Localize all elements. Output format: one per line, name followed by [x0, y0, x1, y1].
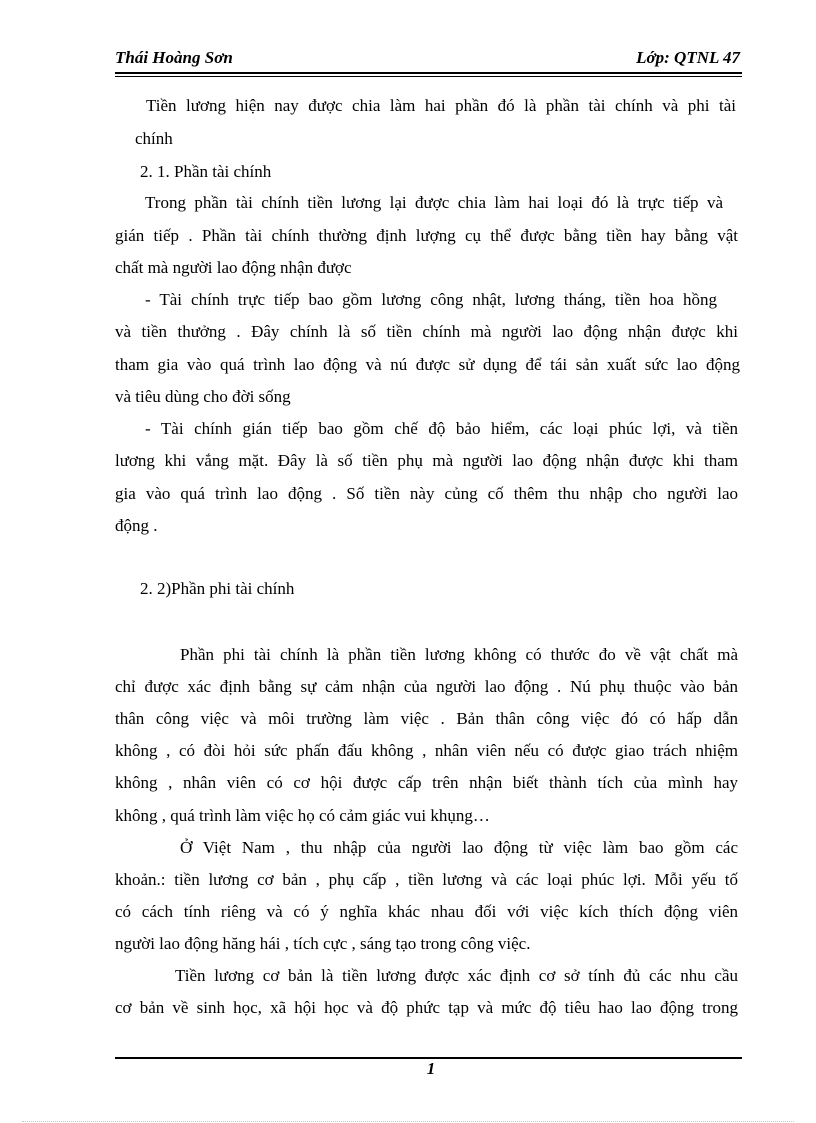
- body-line: không , có đòi hỏi sức phấn đấu không , nhân viên nếu có được giao trách nhiệm: [115, 741, 738, 760]
- body-line: chất mà người lao động nhận được: [115, 258, 352, 277]
- body-line: động .: [115, 516, 158, 535]
- body-line: Phần phi tài chính là phần tiền lương không có thước đo về vật chất mà: [180, 645, 738, 664]
- header-class-label: Lớp: QTNL 47: [636, 48, 740, 67]
- body-line: khoản.: tiền lương cơ bản , phụ cấp , tiền lương và các loại phúc lợi. Mỗi yếu tố: [115, 870, 738, 889]
- header-rule: [115, 72, 742, 74]
- body-line: và tiêu dùng cho đời sống: [115, 387, 291, 406]
- body-line: - Tài chính trực tiếp bao gồm lương công nhật, lương tháng, tiền hoa hồng: [145, 290, 717, 309]
- body-line: không , quá trình làm việc họ có cảm giác vui khụng…: [115, 806, 490, 825]
- page-edge-divider: [22, 1121, 794, 1122]
- page-number: 1: [426, 1059, 436, 1078]
- body-line: thân công việc và môi trường làm việc . Bản thân công việc đó có hấp dẫn: [115, 709, 738, 728]
- body-line: tham gia vào quá trình lao động và nú được sử dụng để tái sản xuất sức lao động: [115, 355, 740, 374]
- body-line: có cách tính riêng và có ý nghĩa khác nhau đối với việc kích thích động viên: [115, 902, 738, 921]
- header-author: Thái Hoàng Sơn: [115, 48, 233, 67]
- body-line: Tiền lương hiện nay được chia làm hai phần đó là phần tài chính và phi tài: [146, 96, 736, 115]
- body-line: không , nhân viên có cơ hội được cấp trên nhận biết thành tích của mình hay: [115, 773, 738, 792]
- body-line: người lao động hăng hái , tích cực , sáng tạo trong công việc.: [115, 934, 531, 953]
- body-line: Ở Việt Nam , thu nhập của người lao động từ việc làm bao gồm các: [180, 838, 738, 857]
- body-line: gián tiếp . Phần tài chính thường định lượng cụ thể được bằng tiền hay bằng vật: [115, 226, 738, 245]
- section-heading-non-financial: 2. 2)Phần phi tài chính: [140, 579, 295, 598]
- body-line: Tiền lương cơ bản là tiền lương được xác định cơ sở tính đủ các nhu cầu: [175, 966, 738, 985]
- header-rule-thin: [115, 76, 742, 77]
- body-line: chỉ được xác định bằng sự cảm nhận của người lao động . Nú phụ thuộc vào bản: [115, 677, 738, 696]
- body-line: và tiền thưởng . Đây chính là số tiền chính mà người lao động nhận được khi: [115, 322, 738, 341]
- body-line: lương khi vắng mặt. Đây là số tiền phụ mà người lao động nhận được khi tham: [115, 451, 738, 470]
- body-line: - Tài chính gián tiếp bao gồm chế độ bảo hiểm, các loại phúc lợi, và tiền: [145, 419, 738, 438]
- body-line: Trong phần tài chính tiền lương lại được chia làm hai loại đó là trực tiếp và: [145, 193, 723, 212]
- body-line: cơ bản về sinh học, xã hội học và độ phức tạp và mức độ tiêu hao lao động trong: [115, 998, 738, 1017]
- body-line: chính: [135, 129, 173, 148]
- body-line: gia vào quá trình lao động . Số tiền này củng cố thêm thu nhập cho người lao: [115, 484, 738, 503]
- section-heading-financial: 2. 1. Phần tài chính: [140, 162, 272, 181]
